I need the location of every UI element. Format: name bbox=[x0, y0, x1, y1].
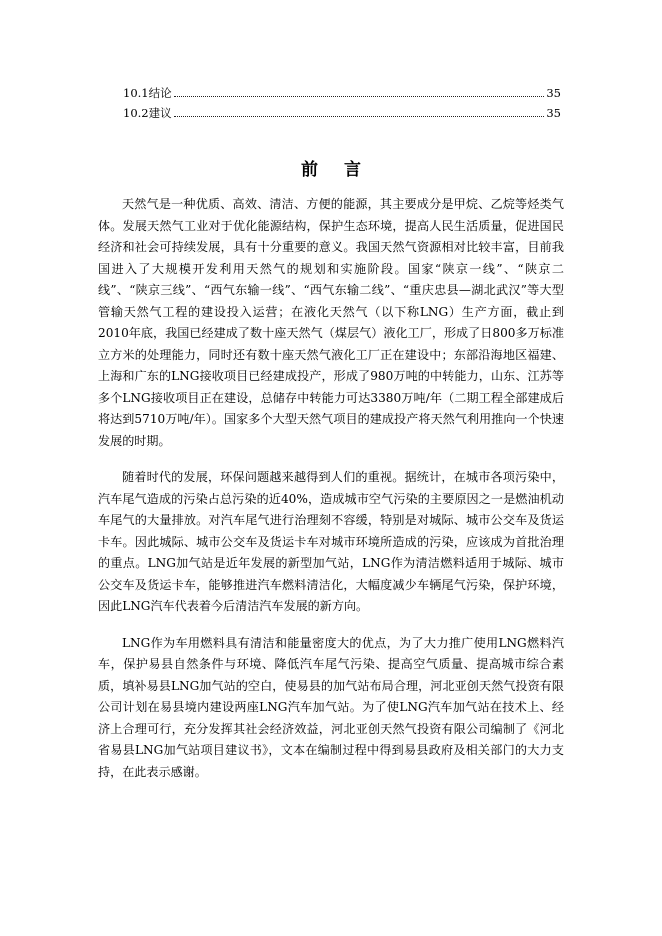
preface-body bbox=[98, 194, 564, 798]
toc-entry-10-1[interactable] bbox=[123, 80, 561, 100]
paragraph: LNG作为车用燃料具有清洁和能量密度大的优点，为了大力推广使用LNG燃料汽车，保护易县自然条件与环境、降低汽车尾气污染、提高空气质量、提高城市综合素质，填补易县LNG加气站的空白，使易县的加气站布局合理，河北亚创天然气投资有限公司计划在易县境内建设两座LNG汽车加气站。为了使LNG汽车加气站在技术上、经济上合理可行，充分发挥其社会经济效益，河北亚创天然气投资有限公司编制了《河北省易县LNG加气站项目建议书》，文本在编制过程中得到易县政府及相关部门的大力支持，在此表示感谢。 bbox=[98, 635, 564, 779]
paragraph: 随着时代的发展，环保问题越来越得到人们的重视。据统计，在城市各项污染中，汽车尾气造成的污染占总污染的近40%，造成城市空气污染的主要原因之一是燃油机动车尾气的大量排放。对汽车尾气进行治理刻不容缓，特别是对城际、城市公交车及货运卡车。因此城际、城市公交车及货运卡车对城市环境所造成的污染，应该成为首批治理的重点。LNG加气站是近年发展的新型加气站，LNG作为清洁燃料适用于城际、城市公交车及货运卡车，能够推进汽车燃料清洁化，大幅度减少车辆尾气污染，保护环境，因此LNG汽车代表着今后清洁汽车发展的新方向。 bbox=[98, 470, 564, 613]
table-of-contents bbox=[123, 80, 561, 120]
toc-entry-label: 10.2建议 bbox=[123, 106, 172, 120]
toc-entry-page: 35 bbox=[546, 86, 561, 100]
page-title: 前 言 bbox=[301, 160, 371, 180]
paragraph: 天然气是一种优质、高效、清洁、方便的能源，其主要成分是甲烷、乙烷等烃类气体。发展天然气工业对于优化能源结构，保护生态环境，提高人民生活质量，促进国民经济和社会可持续发展，具有十分重要的意义。我国天然气资源相对比较丰富，目前我国进入了大规模开发利用天然气的规划和实施阶段。国家“陕京一线”、“陕京二线”、“陕京三线”、“西气东输一线”、“西气东输二线”、“重庆忠县—湖北武汉”等大型管输天然气工程的建设投入运营；在液化天然气（以下称LNG）生产方面，截止到2010年底，我国已经建成了数十座天然气（煤层气）液化工厂，形成了日800多万标准立方米的处理能力，同时还有数十座天然气液化工厂正在建设中；东部沿海地区福建、上海和广东的LNG接收项目已经建成投产，形成了980万吨的中转能力，山东、江苏等多个LNG接收项目正在建设，总储存中转能力可达3380万吨/年（二期工程全部建成后将达到5710万吨/年）。国家多个大型天然气项目的建成投产将天然气利用推向一个快速发展的时期。 bbox=[98, 197, 564, 448]
toc-leader-dots bbox=[174, 95, 545, 97]
toc-entry-page: 35 bbox=[546, 106, 561, 120]
toc-entry-10-2[interactable] bbox=[123, 100, 561, 120]
toc-leader-dots bbox=[174, 115, 545, 117]
toc-entry-label: 10.1结论 bbox=[123, 86, 172, 100]
